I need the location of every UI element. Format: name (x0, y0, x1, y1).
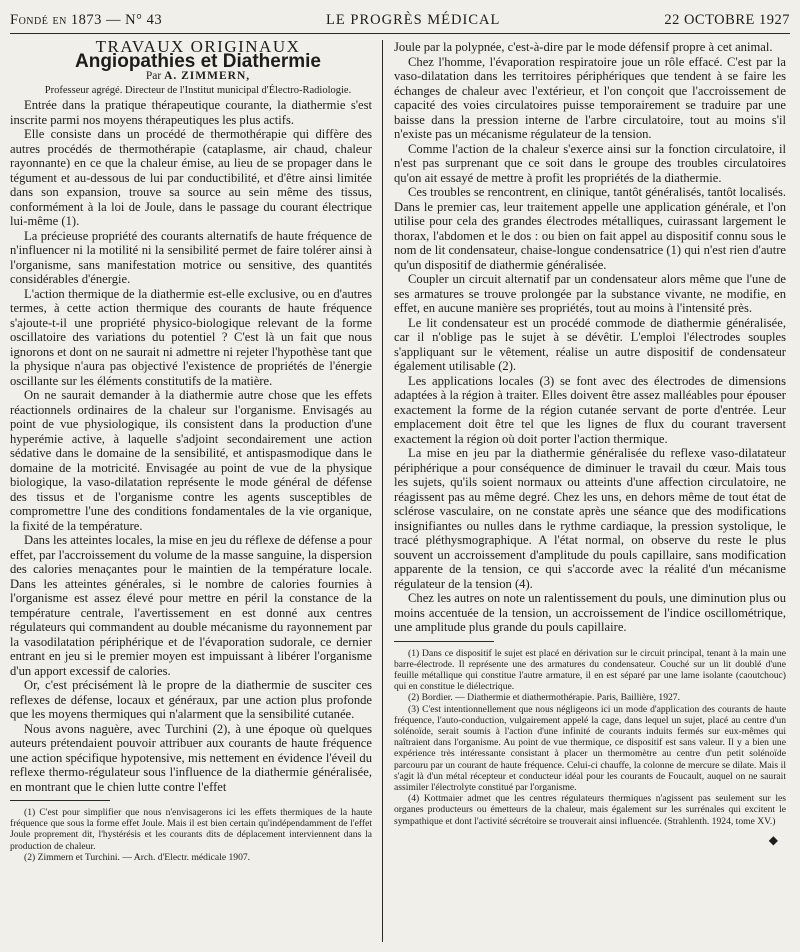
footnote: (3) C'est intentionnellement que nous négligeons ici un mode d'application des courants de haute fréquence, l'auto-conduction, vulgairement appelé la cage, dans lequel un sujet, placé au centre d'un solénoïde, serait soumis à l'action d'une infinité de courants induits fermés sur eux-mêmes qui naîtraient dans l'organisme. Au point de vue thermique, ce dispositif est sans valeur. Il y a bien une expérience très intéressante consistant à placer un thermomètre au centre d'un petit solénoïde parcouru par un courant de haute fréquence. Celui-ci chauffe, la colonne de mercure se dilate. Mais il s'agit là d'un métal récepteur et conducteur idéal pour les courants de Foucault, auquel on ne saurait assimiler l'électrolyte constitué par l'organisme. (394, 703, 786, 793)
paragraph: Chez les autres on note un ralentissement du pouls, une diminution plus ou moins accentuée de la tension, un accroissement de l'indice oscillométrique, une amplitude plus grande du pouls capillaire. (394, 591, 786, 634)
byline-prefix: Par (145, 70, 162, 82)
paragraph: Les applications locales (3) se font avec des électrodes de dimensions adaptées à la région à traiter. Elles doivent être assez malléables pour épouser exactement la forme de la région cutanée servant de porte d'entrée. Leur emplacement doit être tel que les lignes de flux du courant traversent exactement la région où doit porter l'action thermique. (394, 373, 786, 446)
paragraph: Or, c'est précisément là le propre de la diathermie de susciter ces reflexes de défense, locaux et généraux, par une action plus profonde que les moyens thermiques qui n'alarment que la sensibilité cutanée. (10, 678, 372, 721)
right-column (394, 40, 786, 946)
paragraph: Chez l'homme, l'évaporation respiratoire joue un rôle effacé. C'est par la vaso-dilatation dans les territoires périphériques que tendent à se faire les échanges de chaleur avec l'extérieur, et l'on conçoit que l'accroissement de capacité des voies circulatoires puisse temporairement se traduire par une baisse dans la pression interne de l'arbre circulatoire, tout au moins s'il n'existe pas un mécanisme régulateur de la tension. (394, 54, 786, 141)
paragraph: Nous avons naguère, avec Turchini (2), à une époque où quelques auteurs prétendaient pouvoir attribuer aux courants de haute fréquence une action spécifique hypotensive, mis nettement en évidence l'éveil du reflexe thermo-régulateur sous l'influence de la diathermie généralisée, en montrant que le chien lutte contre l'effet (10, 721, 372, 794)
footnote-rule (10, 800, 110, 801)
paragraph: Dans les atteintes locales, la mise en jeu du réflexe de défense a pour effet, par l'accroissement du volume de la masse sanguine, la dispersion des calories menaçantes pour le maintien de la température locale. Dans les atteintes générales, si le nombre de calories fournies à l'organisme est assez élevé pour mettre en péril la constance de la température centrale, l'avertissement en est donné aux centres régulateurs qui commandent au double mécanisme du rayonnement par la vasodilatation périphérique et de l'évaporation sudorale, ce dernier entrant en jeu si le premier moyen est impuissant à libérer l'organisme d'un apport excessif de calories. (10, 533, 372, 678)
author-affiliation: Professeur agrégé. Directeur de l'Institut municipal d'Électro-Radiologie. (44, 84, 352, 96)
author-name: A. ZIMMERN, (164, 70, 251, 82)
paragraph: Entrée dans la pratique thérapeutique courante, la diathermie s'est inscrite parmi nos moyens thérapeutiques les plus actifs. (10, 98, 372, 127)
paragraph: Ces troubles se rencontrent, en clinique, tantôt généralisés, tantôt localisés. Dans le premier cas, leur traitement appelle une application générale, et l'on utilise pour cela des grandes électrodes métalliques, cuirassant largement le thorax, l'abdomen et le dos : ou bien on fait appel au dispositif connu sous le nom de lit condensateur, chaise-longue condensatrice (1) qui n'est rien d'autre qu'un dispositif de diathermie généralisée. (394, 185, 786, 272)
article-title: Angiopathies et Diathermie (75, 50, 321, 72)
footnote: (1) Dans ce dispositif le sujet est placé en dérivation sur le circuit principal, tenant à la main une barre-électrode. Il représente une des armatures du condensateur. Couché sur un lit doublé d'une feuille métallique qui constitue l'autre armature, il en est séparé par une lame isolante (caoutchouc) qui en constitue le diélectrique. (394, 647, 786, 693)
running-header (10, 10, 790, 30)
footnote: (2) Bordier. — Diathermie et diathermothérapie. Paris, Baillière, 1927. (408, 692, 681, 704)
end-ornament: ◆ (768, 832, 778, 847)
paragraph: La précieuse propriété des courants alternatifs de haute fréquence de n'influencer ni la motilité ni la sensibilité permet de faire tolérer ainsi à l'organisme, sans manifestation motrice ou sensitive, des quantités considérables d'énergie. (10, 228, 372, 286)
paragraph: Comme l'action de la chaleur s'exerce ainsi sur la fonction circulatoire, il n'est pas surprenant que ce soit dans le groupe des troubles circulatoires qu'on ait essayé de mettre à profit les propriétés de la diathermie. (394, 141, 786, 185)
paragraph: Coupler un circuit alternatif par un condensateur alors même que l'une de ses armatures se trouve prolongée par la substance vivante, ne modifie, en effet, en aucune manière ses propriétés, tout au moins à l'intensité près. (394, 272, 786, 315)
paragraph: Le lit condensateur est un procédé commode de diathermie généralisée, car il n'oblige pas le sujet à se dévêtir. L'emploi l'électrodes souples s'appliquant sur le vêtement, réalise un autre dispositif de condensateur également utilisable (2). (394, 315, 786, 373)
header-journal-title: LE PROGRÈS MÉDICAL (326, 11, 501, 28)
column-divider (382, 40, 383, 942)
paragraph: On ne saurait demander à la diathermie autre chose que les effets réactionnels ordinaires de la chaleur sur l'organisme. Envisagés au point de vue physiologique, ils consistent dans la production d'une hyperémie active, à laquelle s'adjoint secondairement une action sédative dans le domaine de la sensibilité, et antispasmodique dans le domaine de la motricité. Envisagée au point de vue de la physique biologique, la vaso-dilatation représente le mode général de défense des tissus et de l'organisme contre les agents susceptibles de compromettre l'une des conditions fondamentales de la vie organique, la fixité de la température. (10, 388, 372, 533)
section-title: TRAVAUX ORIGINAUX (95, 40, 301, 56)
header-founded: Fondé en 1873 — N° 43 (10, 11, 163, 28)
paragraph: L'action thermique de la diathermie est-elle exclusive, ou en d'autres termes, à cette action thermique des courants de haute fréquence s'ajoute-t-il une propriété physico-biologique relevant de la forme oscillatoire des variations du potentiel ? C'est là un fait que nous ignorons et dont on ne saurait ni admettre ni rejeter l'hypothèse tant que la physique n'aura pas objectivé l'existence de propriétés de l'énergie oscillante sur les éléments constitutifs de la matière. (10, 286, 372, 388)
paragraph: La mise en jeu par la diathermie généralisée du reflexe vaso-dilatateur périphérique a pour conséquence de diminuer le travail du cœur. Mais tous les sujets, qu'ils soient normaux ou atteints d'une affection circulatoire, ne réagissent pas au même degré. Chez les uns, en dehors même de tout état de sclérose vasculaire, on ne constate après une séance que des modifications insignifiantes ou nulles dans le rythme cardiaque, la pression systolique, le tracé pléthysmographique. A l'état normal, on observe du reste le plus souvent un accroissement d'amplitude du pouls capillaire, sans modification apparente de la tension, ce qui s'accorde avec la réalité d'un mécanisme régulateur de la tension (4). (394, 446, 786, 591)
footnote: (2) Zimmern et Turchini. — Arch. d'Electr. médicale 1907. (24, 851, 251, 863)
paragraph: Elle consiste dans un procédé de thermothérapie qui diffère des autres procédés de thermothérapie (cataplasme, air chaud, chaleur rayonnante) en ce que la chaleur émise, au lieu de se propager dans le tégument et au-dessous de lui par conductibilité, et d'être ainsi limitée dans son expansion, trouve sa source au sein même des tissus, conformément à la loi de Joule, dans le passage du courant électrique lui-même (1). (10, 127, 372, 228)
footnote-rule (394, 641, 494, 642)
left-column (10, 40, 372, 946)
header-date: 22 OCTOBRE 1927 (664, 11, 790, 28)
paragraph: Joule par la polypnée, c'est-à-dire par le mode défensif propre à cet animal. (394, 40, 773, 54)
footnote: (4) Kottmaier admet que les centres régulateurs thermiques n'agissent pas seulement sur les organes producteurs ou émetteurs de la chaleur, mais également sur les surrénales qui excitent le sympathique et dont l'activité sécrétoire se trouverait ainsi influencée. (Strahlenth. 1924, tome XV.) (394, 793, 786, 827)
header-rule (10, 33, 790, 34)
footnote: (1) C'est pour simplifier que nous n'envisagerons ici les effets thermiques de la haute fréquence que sous la forme effet Joule. Mais il est bien certain qu'indépendamment de l'effet Joule proprement dit, l'hystérésis et les courants dits de déplacement interviennent dans la production de chaleur. (10, 807, 372, 852)
